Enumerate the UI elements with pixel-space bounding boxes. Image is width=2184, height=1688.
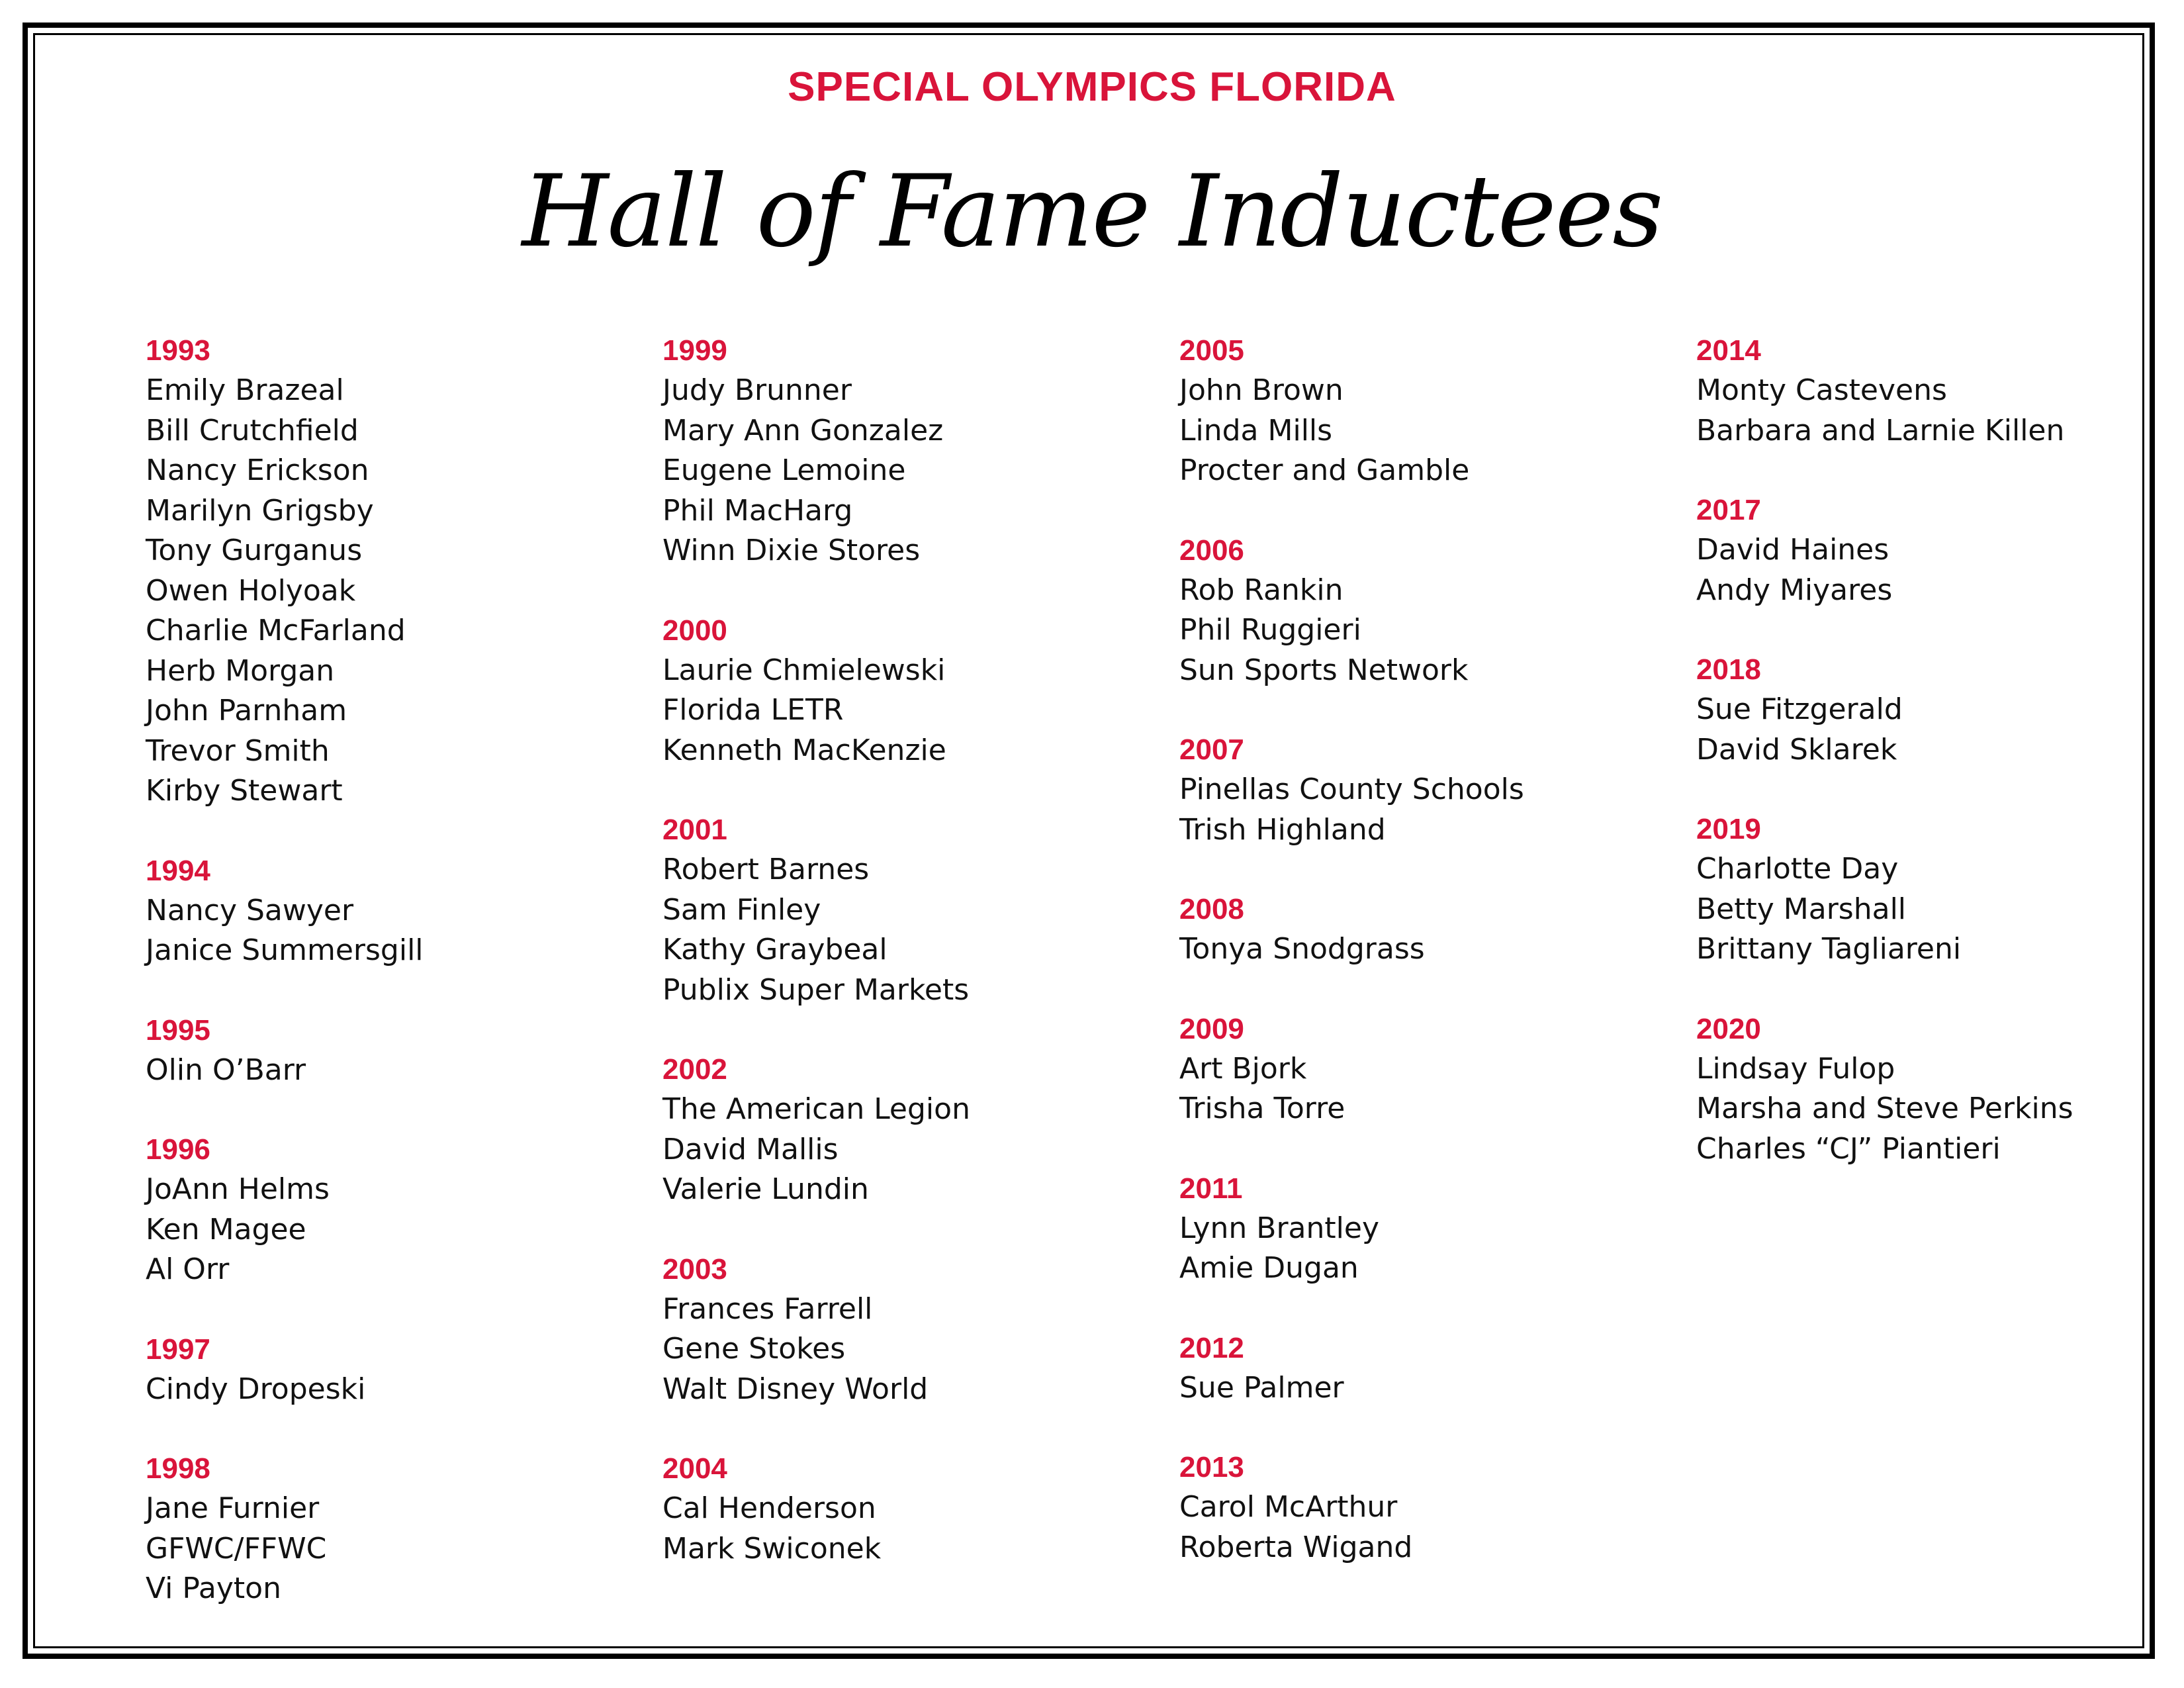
inductee-name: Brittany Tagliareni	[1696, 932, 1962, 966]
year-group	[146, 1130, 635, 1290]
year-group	[1696, 331, 2184, 451]
inductee-name: Ken Magee	[146, 1212, 306, 1246]
inductee-column-4	[1696, 331, 2184, 1209]
inductee-name: Florida LETR	[662, 693, 844, 727]
inductee-name: Nancy Erickson	[146, 453, 369, 487]
inductee-name: Sun Sports Network	[1179, 653, 1469, 687]
year-heading: 2019	[1696, 813, 1761, 845]
page-title: Hall of Fame Inductees	[522, 154, 1662, 269]
year-heading: 2013	[1179, 1451, 1244, 1483]
year-group	[146, 1330, 635, 1410]
inductee-name: Pinellas County Schools	[1179, 773, 1524, 806]
year-heading: 1997	[146, 1333, 210, 1366]
inductee-name: Kenneth MacKenzie	[662, 733, 946, 767]
inductee-name: Valerie Lundin	[662, 1172, 869, 1206]
inductee-name: The American Legion	[662, 1092, 970, 1126]
inductee-name: Lynn Brantley	[1179, 1211, 1379, 1245]
year-heading: 2005	[1179, 334, 1244, 367]
year-group	[1179, 1009, 1669, 1129]
inductee-name: Charlie McFarland	[146, 614, 406, 647]
year-group	[1179, 1329, 1669, 1409]
inductee-name: Gene Stokes	[662, 1332, 846, 1366]
year-heading: 2009	[1179, 1012, 1244, 1045]
inductee-name: Sam Finley	[662, 892, 821, 927]
year-group	[1696, 810, 2184, 970]
year-heading: 2003	[662, 1252, 727, 1286]
inductee-name: Frances Farrell	[662, 1291, 873, 1326]
year-group	[1179, 1169, 1669, 1289]
inductee-name: Phil Ruggieri	[1179, 613, 1361, 647]
year-heading: 2017	[1696, 494, 1761, 526]
year-group	[146, 1011, 635, 1091]
inductee-name: Betty Marshall	[1696, 892, 1907, 926]
inductee-name: Rob Rankin	[1179, 573, 1343, 607]
inductee-name: Charles “CJ” Piantieri	[1696, 1131, 2001, 1166]
organization-title: SPECIAL OLYMPICS FLORIDA	[788, 64, 1396, 110]
year-heading: 1996	[146, 1133, 210, 1166]
year-group	[1696, 650, 2184, 770]
year-heading: 2001	[662, 814, 727, 846]
inductee-name: Winn Dixie Stores	[662, 534, 921, 567]
inductee-name: Trisha Torre	[1179, 1092, 1345, 1125]
year-heading: 2020	[1696, 1012, 1761, 1045]
year-heading: 2002	[662, 1053, 727, 1086]
year-group	[1179, 890, 1669, 970]
inductee-name: Walt Disney World	[662, 1372, 929, 1406]
inductee-name: Marsha and Steve Perkins	[1696, 1092, 2073, 1125]
inductee-name: David Haines	[1696, 533, 1889, 567]
inductee-name: Trevor Smith	[146, 733, 330, 768]
year-group	[1179, 1448, 1669, 1568]
inductee-name: Sue Fitzgerald	[1696, 692, 1903, 726]
inductee-name: Kathy Graybeal	[662, 933, 887, 966]
inductee-name: Amie Dugan	[1179, 1251, 1359, 1285]
inductee-name: Carol McArthur	[1179, 1490, 1398, 1524]
year-heading: 2007	[1179, 733, 1244, 766]
inductee-name: Vi Payton	[146, 1571, 281, 1605]
inductee-name: Eugene Lemoine	[662, 453, 906, 487]
inductee-name: Monty Castevens	[1696, 373, 1947, 407]
inductee-name: John Brown	[1179, 373, 1343, 407]
year-heading: 2018	[1696, 653, 1761, 686]
inductee-name: Bill Crutchfield	[146, 413, 359, 447]
inductee-name: David Sklarek	[1696, 732, 1897, 767]
inductee-name: Herb Morgan	[146, 653, 335, 688]
inductee-name: Kirby Stewart	[146, 774, 343, 808]
inductee-name: Mary Ann Gonzalez	[662, 413, 944, 447]
inductee-name: Cindy Dropeski	[146, 1372, 366, 1406]
inductee-name: Marilyn Grigsby	[146, 493, 374, 528]
year-heading: 1993	[146, 334, 210, 367]
year-group	[662, 331, 1152, 571]
inductee-name: GFWC/FFWC	[146, 1531, 327, 1566]
inductee-name: Barbara and Larnie Killen	[1696, 413, 2065, 447]
year-group	[146, 851, 635, 971]
year-group	[662, 810, 1152, 1010]
year-group	[662, 611, 1152, 771]
inductee-name: Robert Barnes	[662, 853, 870, 886]
inductee-name: Phil MacHarg	[662, 493, 853, 528]
year-heading: 1994	[146, 854, 210, 887]
year-group	[1696, 491, 2184, 610]
inductee-name: Publix Super Markets	[662, 972, 970, 1007]
year-group	[146, 331, 635, 812]
year-group	[1179, 331, 1669, 491]
inductee-name: Andy Miyares	[1696, 573, 1893, 607]
year-group	[1696, 1009, 2184, 1170]
inductee-name: Owen Holyoak	[146, 573, 356, 608]
year-group	[662, 1449, 1152, 1569]
inductee-name: Sue Palmer	[1179, 1370, 1344, 1405]
year-heading: 2006	[1179, 534, 1244, 567]
inductee-name: Charlotte Day	[1696, 852, 1899, 886]
inductee-name: Tonya Snodgrass	[1179, 932, 1425, 966]
year-heading: 2004	[662, 1452, 727, 1485]
inductee-name: Judy Brunner	[662, 373, 852, 407]
year-group	[146, 1449, 635, 1609]
inductee-name: Art Bjork	[1179, 1051, 1307, 1086]
year-heading: 2012	[1179, 1331, 1244, 1364]
inductee-name: Cal Henderson	[662, 1491, 876, 1525]
inductee-name: Tony Gurganus	[146, 534, 363, 567]
inductee-name: JoAnn Helms	[146, 1172, 330, 1206]
inductee-name: Trish Highland	[1179, 812, 1386, 847]
year-heading: 2014	[1696, 334, 1761, 367]
inductee-name: Procter and Gamble	[1179, 453, 1470, 487]
year-heading: 1995	[146, 1013, 210, 1047]
inductee-column-1	[146, 331, 635, 1649]
inductee-name: Olin O’Barr	[146, 1053, 306, 1087]
inductee-name: Lindsay Fulop	[1696, 1051, 1895, 1086]
year-group	[662, 1050, 1152, 1210]
inductee-name: Jane Furnier	[146, 1491, 320, 1525]
inductee-name: Janice Summersgill	[146, 933, 424, 967]
inductee-name: David Mallis	[662, 1132, 839, 1166]
inductee-name: Laurie Chmielewski	[662, 653, 946, 687]
year-heading: 2008	[1179, 893, 1244, 925]
inductee-name: Roberta Wigand	[1179, 1530, 1413, 1564]
year-group	[1179, 730, 1669, 850]
inductee-name: Emily Brazeal	[146, 373, 344, 407]
year-heading: 2000	[662, 614, 727, 647]
inductee-name: Nancy Sawyer	[146, 893, 354, 927]
year-heading: 2011	[1179, 1172, 1243, 1205]
inductee-name: John Parnham	[146, 694, 347, 727]
year-heading: 1999	[662, 334, 727, 367]
year-heading: 1998	[146, 1452, 210, 1485]
year-group	[662, 1250, 1152, 1410]
year-group	[1179, 531, 1669, 691]
inductee-column-3	[1179, 331, 1669, 1607]
inductee-name: Mark Swiconek	[662, 1531, 882, 1566]
inductee-name: Al Orr	[146, 1252, 230, 1286]
inductee-name: Linda Mills	[1179, 413, 1333, 447]
inductee-column-2	[662, 331, 1152, 1609]
